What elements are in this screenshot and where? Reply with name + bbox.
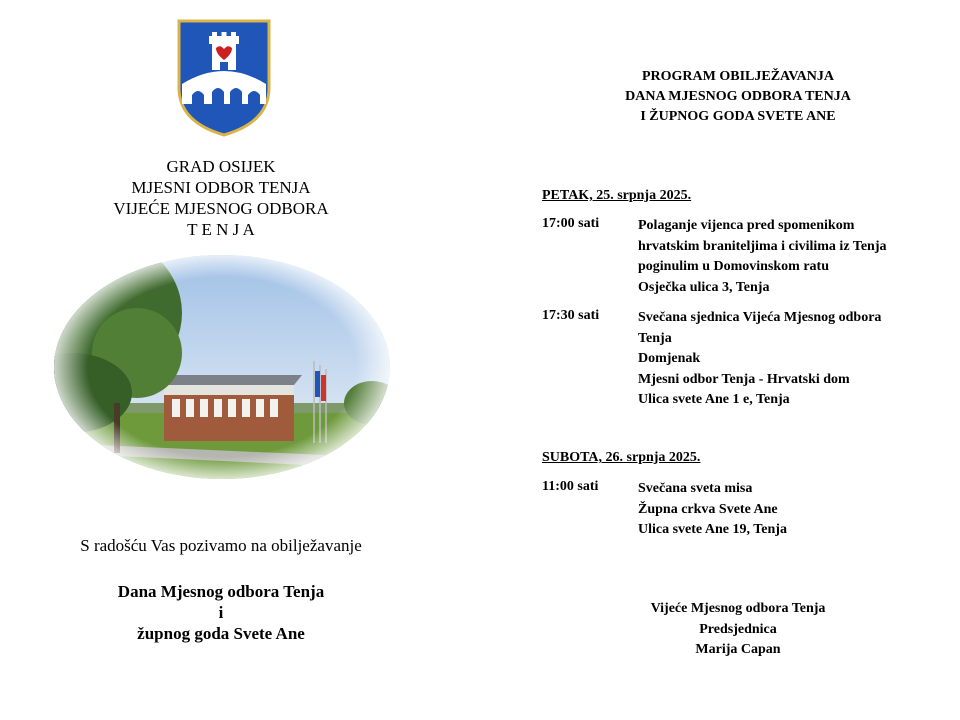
signature-block: [600, 599, 876, 661]
signature-line: Marija Capan: [695, 642, 781, 657]
event-time: 11:00 sati: [542, 479, 599, 494]
event-line: Osječka ulica 3, Tenja: [638, 279, 770, 295]
header-line-place: T E N J A: [187, 220, 255, 239]
event-line: Svečana sjednica Vijeća Mjesnog odbora: [638, 310, 882, 325]
event-title: [40, 581, 402, 644]
event-title-line: župnog goda Svete Ane: [137, 624, 305, 643]
event-description: [638, 216, 887, 298]
header-line-city: GRAD OSIJEK: [166, 157, 276, 176]
event-time: 17:30 sati: [542, 308, 600, 323]
event-line: hrvatskim braniteljima i civilima iz Tenja: [638, 238, 887, 254]
day-heading-saturday: SUBOTA, 26. srpnja 2025.: [542, 450, 701, 465]
event-title-line: Dana Mjesnog odbora Tenja: [117, 582, 325, 601]
signature-line: Predsjednica: [699, 621, 777, 637]
event-line: Ulica svete Ane 19, Tenja: [638, 522, 787, 537]
header-line-district: MJESNI ODBOR TENJA: [131, 178, 311, 197]
program-title: [560, 67, 916, 127]
day-heading-friday: PETAK, 25. srpnja 2025.: [542, 188, 692, 203]
city-header: [60, 156, 382, 240]
event-line: Tenja: [638, 330, 672, 346]
signature-line: Vijeće Mjesnog odbora Tenja: [650, 601, 826, 616]
program-title-line: I ŽUPNOG GODA SVETE ANE: [640, 109, 836, 124]
coat-of-arms-icon: [176, 18, 272, 138]
program-title-line: PROGRAM OBILJEŽAVANJA: [641, 69, 834, 84]
event-line: Župna crkva Svete Ane: [638, 501, 778, 517]
event-line: poginulim u Domovinskom ratu: [638, 259, 829, 274]
event-title-line: i: [218, 603, 224, 622]
building-photo: [52, 253, 392, 481]
event-time: 17:00 sati: [542, 216, 600, 231]
event-line: Ulica svete Ane 1 e, Tenja: [638, 392, 790, 407]
event-line: Mjesni odbor Tenja - Hrvatski dom: [638, 371, 850, 387]
header-line-council: VIJEĆE MJESNOG ODBORA: [113, 199, 329, 218]
invitation-text: S radošću Vas pozivamo na obilježavanje: [80, 536, 362, 555]
event-description: [638, 479, 787, 541]
event-description: [638, 308, 881, 411]
event-line: Svečana sveta misa: [638, 481, 753, 496]
program-title-line: DANA MJESNOG ODBORA TENJA: [625, 89, 851, 104]
event-line: Domjenak: [638, 351, 701, 366]
event-line: Polaganje vijenca pred spomenikom: [638, 218, 855, 233]
